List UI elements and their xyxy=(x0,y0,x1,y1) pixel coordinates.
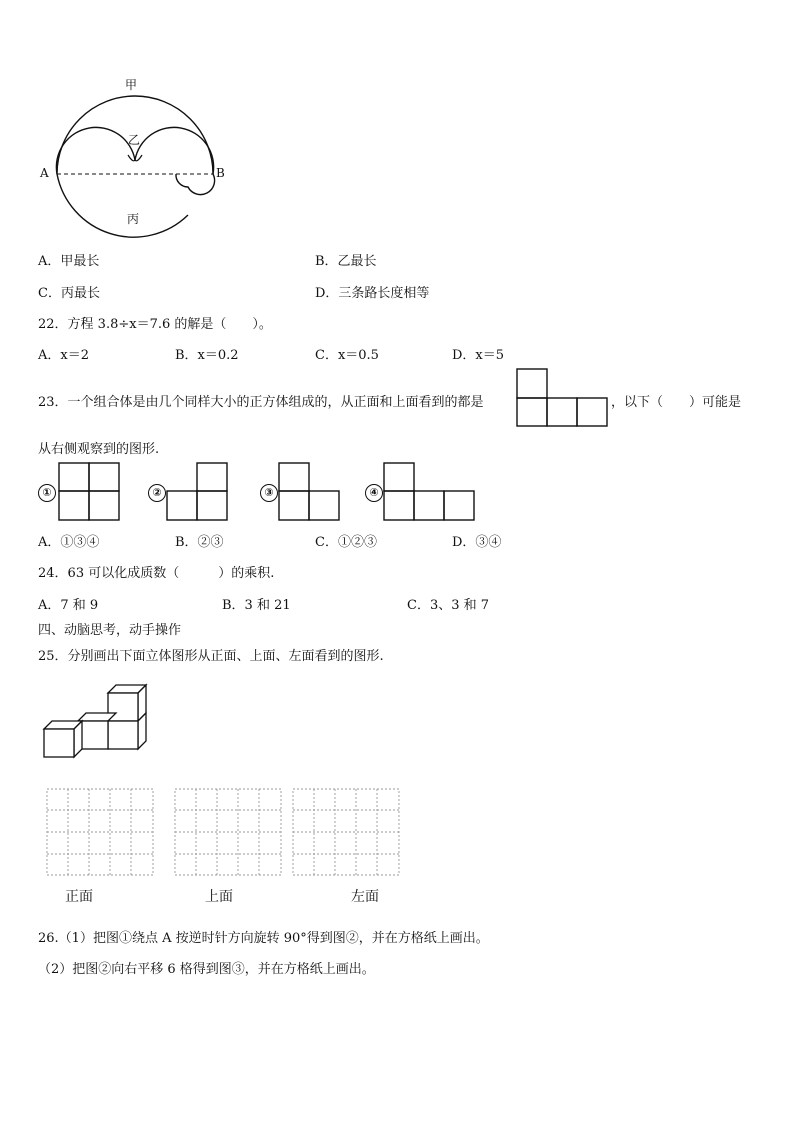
label-point-a: A xyxy=(40,166,49,180)
q23-figure-3-label: ③ xyxy=(260,484,278,502)
q25-label-left: 左面 xyxy=(351,889,379,905)
label-yi: 乙 xyxy=(128,133,141,147)
q23-option-d[interactable]: D．③④ xyxy=(452,535,502,550)
q23-figure-2 xyxy=(166,462,230,522)
q24-option-c[interactable]: C．3、3 和 7 xyxy=(407,598,490,613)
q22-option-a[interactable]: A．x＝2 xyxy=(38,348,89,363)
q23-figure-3 xyxy=(278,462,342,522)
q22-option-b[interactable]: B．x＝0.2 xyxy=(175,348,239,363)
q22-option-c[interactable]: C．x＝0.5 xyxy=(315,348,379,363)
q23-option-c[interactable]: C．①②③ xyxy=(315,535,377,550)
q23-stem-part1: 23．一个组合体是由几个同样大小的正方体组成的，从正面和上面看到的都是 xyxy=(38,395,484,410)
q25-grid-top xyxy=(174,788,284,878)
q25-stem: 25．分别画出下面立体图形从正面、上面、左面看到的图形. xyxy=(38,649,384,664)
section-heading: 四、动脑思考，动手操作 xyxy=(38,623,182,638)
q23-front-top-view xyxy=(516,368,611,428)
q23-figure-4 xyxy=(383,462,479,522)
q25-solid-figure xyxy=(42,683,162,763)
q25-label-front: 正面 xyxy=(65,889,93,905)
q23-option-b[interactable]: B．②③ xyxy=(175,535,224,550)
q24-option-b[interactable]: B．3 和 21 xyxy=(222,598,291,613)
q21-option-b[interactable]: B．乙最长 xyxy=(315,254,377,269)
q21-option-d[interactable]: D．三条路长度相等 xyxy=(315,286,430,301)
q23-figure-1-label: ① xyxy=(38,484,56,502)
q24-option-a[interactable]: A．7 和 9 xyxy=(38,598,99,613)
q23-option-a[interactable]: A．①③④ xyxy=(38,535,100,550)
label-jia: 甲 xyxy=(125,78,138,92)
q25-grid-front xyxy=(46,788,156,878)
q25-label-top: 上面 xyxy=(205,889,233,905)
q21-option-a[interactable]: A．甲最长 xyxy=(38,254,100,269)
label-point-b: B xyxy=(216,166,225,180)
q22-option-d[interactable]: D．x＝5 xyxy=(452,348,505,363)
label-bing: 丙 xyxy=(127,212,140,226)
q24-stem: 24．63 可以化成质数（ ）的乘积. xyxy=(38,566,275,581)
q23-stem-part3: 从右侧观察到的图形. xyxy=(38,442,160,457)
q23-figure-4-label: ④ xyxy=(365,484,383,502)
q25-grid-left xyxy=(292,788,402,878)
q26-line-2: （2）把图②向右平移 6 格得到图③，并在方格纸上画出。 xyxy=(38,962,375,977)
q22-stem: 22．方程 3.8÷x＝7.6 的解是（ ）。 xyxy=(38,317,272,332)
q23-figure-1 xyxy=(58,462,122,522)
q26-line-1: 26.（1）把图①绕点 A 按逆时针方向旋转 90°得到图②，并在方格纸上画出。 xyxy=(38,931,489,946)
q23-figure-2-label: ② xyxy=(148,484,166,502)
q21-option-c[interactable]: C．丙最长 xyxy=(38,286,100,301)
q23-stem-part2: ，以下（ ）可能是 xyxy=(611,395,742,410)
